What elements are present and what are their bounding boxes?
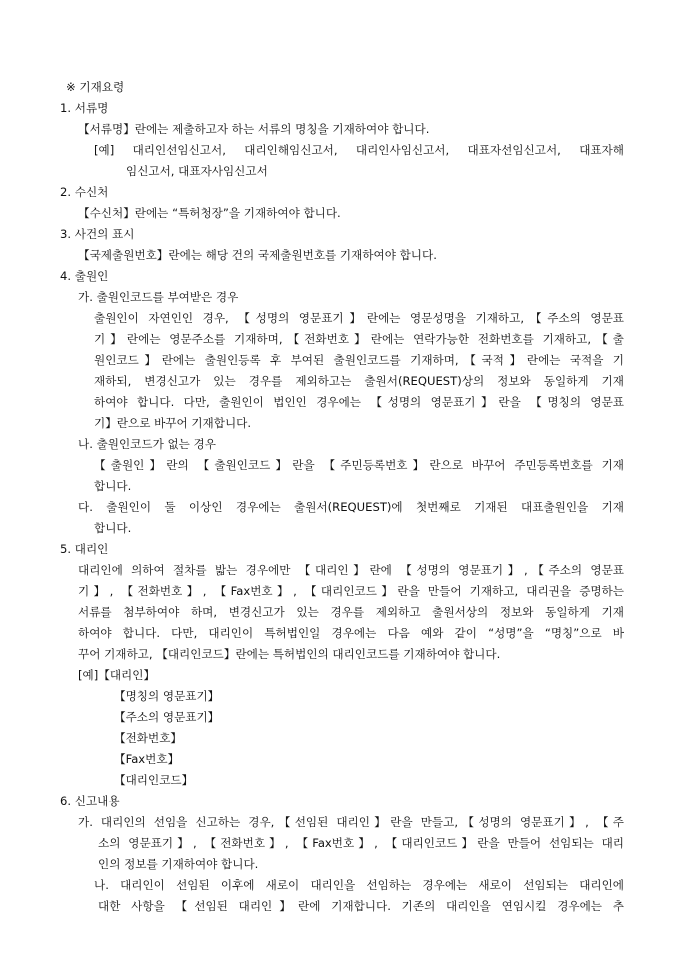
- section-2-text: 【수신처】란에는 “특허청장”을 기재하여야 합니다.: [78, 206, 341, 220]
- section-5-example-label: [예]【대리인】: [78, 668, 156, 682]
- section-4-ga-line: 하여야 합니다. 다만, 출원인이 법인인 경우에는 【성명의 영문표기】란을 【명칭의 영문표: [94, 395, 624, 409]
- section-5-line: 기】, 【전화번호】, 【Fax번호】, 【대리인코드】란을 만들어 기재하고, 대리권을 증명하는: [78, 584, 624, 598]
- section-2-heading: 2. 수신처: [60, 185, 109, 199]
- section-5-line: 하여야 합니다. 다만, 대리인이 특허법인일 경우에는 다음 예와 같이 “성명”을 “명칭”으로 바: [78, 626, 624, 640]
- section-4-ga-line: 원인코드】란에는 출원인등록 후 부여된 출원인코드를 기재하며,【국적】란에는 국적을 기: [94, 353, 624, 367]
- section-5-example-item: 【Fax번호】: [114, 752, 180, 766]
- section-4-na-label: 나. 출원인코드가 없는 경우: [78, 437, 216, 451]
- section-4-heading: 4. 출원인: [60, 269, 109, 283]
- section-3-text: 【국제출원번호】란에는 해당 건의 국제출원번호를 기재하여야 합니다.: [78, 248, 437, 262]
- section-4-ga-line: 기】란에는 영문주소를 기재하며,【전화번호】란에는 연락가능한 전화번호를 기재하고,【출: [94, 332, 624, 346]
- section-5-line: 꾸어 기재하고, 【대리인코드】란에는 특허법인의 대리인코드를 기재하여야 합니다.: [78, 647, 501, 661]
- section-1-heading: 1. 서류명: [60, 101, 109, 115]
- section-5-example-item: 【대리인코드】: [114, 773, 194, 787]
- section-5-line: 대리인에 의하여 절차를 밟는 경우에만 【대리인】란에 【성명의 영문표기】,【주소의 영문표: [78, 563, 624, 577]
- document-title: ※ 기재요령: [66, 80, 125, 94]
- section-5-example-item: 【명칭의 영문표기】: [114, 689, 220, 703]
- section-5-example-item: 【주소의 영문표기】: [114, 710, 220, 724]
- section-4-ga-line: 출원인이 자연인인 경우, 【성명의 영문표기】란에는 영문성명을 기재하고,【주소의 영문표: [94, 311, 624, 325]
- section-1-example-line: [예] 대리인선임신고서, 대리인해임신고서, 대리인사임신고서, 대표자선임신고서, 대표자해: [94, 143, 624, 157]
- section-6-na-line: 나. 대리인이 선임된 이후에 새로이 대리인을 선임하는 경우에는 새로이 선임되는 대리인에: [94, 878, 624, 892]
- section-4-na-line: 합니다.: [94, 479, 132, 493]
- section-4-da-line: 다. 출원인이 둘 이상인 경우에는 출원서(REQUEST)에 첫번째로 기재된 대표출원인을 기재: [78, 500, 624, 514]
- section-5-line: 서류를 첨부하여야 하며, 변경신고가 있는 경우를 제외하고 출원서상의 정보와 동일하게 기재: [78, 605, 624, 619]
- section-6-ga-line: 인의 정보를 기재하여야 합니다.: [98, 857, 259, 871]
- section-6-heading: 6. 신고내용: [60, 794, 120, 808]
- section-1-example-line: 임신고서, 대표자사임신고서: [126, 164, 268, 178]
- section-1-text: 【서류명】란에는 제출하고자 하는 서류의 명칭을 기재하여야 합니다.: [78, 122, 430, 136]
- section-4-ga-label: 가. 출원인코드를 부여받은 경우: [78, 290, 239, 304]
- section-5-heading: 5. 대리인: [60, 542, 109, 556]
- section-4-ga-line: 기】란으로 바꾸어 기재합니다.: [94, 416, 252, 430]
- section-6-ga-line: 가. 대리인의 선임을 신고하는 경우,【선임된 대리인】란을 만들고,【성명의 영문표기】, 【주: [78, 815, 624, 829]
- section-6-na-line: 대한 사항을 【선임된 대리인】란에 기재합니다. 기존의 대리인을 연임시킬 경우에는 추: [98, 899, 624, 913]
- section-4-ga-line: 재하되, 변경신고가 있는 경우를 제외하고는 출원서(REQUEST)상의 정보와 동일하게 기재: [94, 374, 624, 388]
- section-4-na-line: 【출원인】란의 【출원인코드】란을 【주민등록번호】란으로 바꾸어 주민등록번호를 기재: [94, 458, 624, 472]
- section-6-ga-line: 소의 영문표기】, 【전화번호】, 【Fax번호】, 【대리인코드】란을 만들어 선임되는 대리: [98, 836, 624, 850]
- section-3-heading: 3. 사건의 표시: [60, 227, 135, 241]
- section-5-example-item: 【전화번호】: [114, 731, 182, 745]
- section-4-da-line: 합니다.: [94, 521, 132, 535]
